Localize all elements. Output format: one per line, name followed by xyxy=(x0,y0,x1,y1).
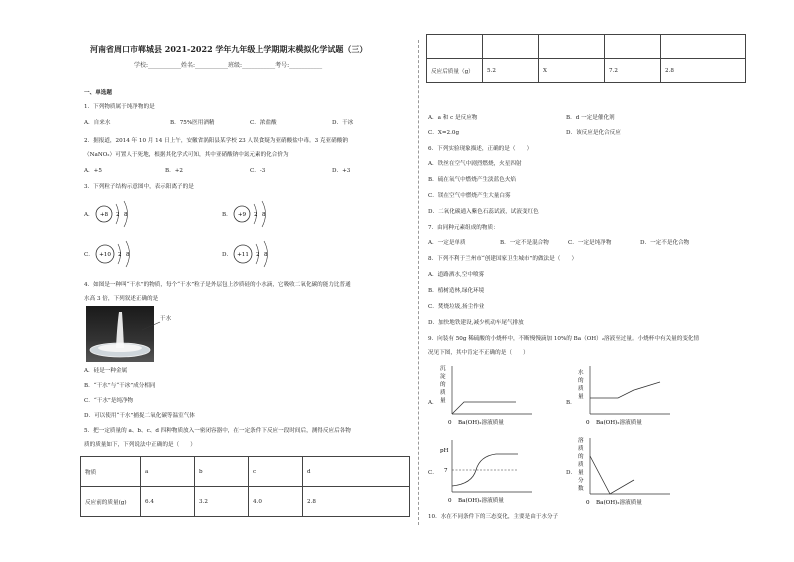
table-cell: d xyxy=(303,457,410,487)
mass-table-part2 xyxy=(426,34,746,83)
table-cell: 2.8 xyxy=(303,487,410,517)
q5-option-c: C．X=2.0g xyxy=(428,130,460,136)
q6-option-d: D．二氧化碳通入紫色石蕊试液，试液变红色 xyxy=(428,209,539,215)
graph-d-ylabel-char: 的 xyxy=(578,454,584,460)
q6-option-b: B．硫在氧气中燃烧产生淡蓝色火焰 xyxy=(428,177,517,183)
atom-diagram-d xyxy=(232,238,280,270)
q1-option-b: B．75%医用酒精 xyxy=(170,120,215,126)
atom-diagram-b xyxy=(232,198,278,230)
table-cell: X xyxy=(539,59,605,83)
q1-stem: 1．下列物质属于纯净物的是 xyxy=(84,104,155,110)
graph-c xyxy=(436,436,536,508)
atom-d-shell2: 8 xyxy=(264,252,268,258)
q3-stem: 3．下列粒子结构示意图中，表示阳离子的是 xyxy=(84,184,194,190)
q2-option-d: D．+3 xyxy=(332,168,351,174)
table-row xyxy=(81,457,410,487)
graph-c-xlabel: Ba(OH)₂溶液质量 xyxy=(458,498,504,504)
atom-diagram-a xyxy=(94,198,140,230)
graph-c-tick: 7 xyxy=(444,468,448,474)
q2-line1: 2．据报道，2014 年 10 月 14 日上午，安徽省涡阳县某学校 23 人误食疑为亚硝酸盐中毒。3 克亚硝酸钠 xyxy=(84,138,348,144)
atom-b-shell1: 2 xyxy=(254,212,258,218)
table-row xyxy=(427,59,746,83)
table-cell: 物质 xyxy=(81,457,141,487)
q2-option-c: C．-3 xyxy=(250,168,266,174)
q9-option-d: D． xyxy=(566,470,577,476)
graph-b-xlabel: Ba(OH)₂溶液质量 xyxy=(596,420,642,426)
atom-b-shell2: 8 xyxy=(262,212,266,218)
q6-stem: 6．下列实验现象描述，正确的是（ ） xyxy=(428,146,533,152)
dry-water-photo xyxy=(86,306,154,362)
atom-diagram-c xyxy=(94,238,142,270)
q7-option-b: B．一定不是混合物 xyxy=(500,240,549,246)
q7-option-c: C．一定是纯净物 xyxy=(568,240,612,246)
graph-b-ylabel-char: 的 xyxy=(578,378,584,384)
table-cell: b xyxy=(195,457,249,487)
q4-option-a: A．硅是一种金属 xyxy=(84,368,128,374)
q6-option-a: A．铁丝在空气中剧烈燃烧，火星四射 xyxy=(428,161,522,167)
graph-c-ylabel: pH xyxy=(440,448,449,454)
q4-option-b: B．“干水”与“干冰”成分相同 xyxy=(84,383,156,389)
graph-a xyxy=(436,362,536,434)
q5-option-b: B．d 一定是催化剂 xyxy=(566,115,615,121)
graph-d-curve xyxy=(590,456,634,494)
table-cell: a xyxy=(141,457,195,487)
q7-stem: 7．由同种元素组成的物质： xyxy=(428,225,499,231)
graph-b-ylabel-char: 水 xyxy=(578,370,584,376)
q5-line1: 5．把一定质量的 a、b、c、d 四种物质放入一密闭容器中，在一定条件下反应一段时间后，测得反应后各物 xyxy=(84,428,351,434)
graph-d-ylabel-char: 量 xyxy=(578,470,584,476)
q8-option-b: B．植树造林,绿化环境 xyxy=(428,288,485,294)
atom-d-nucleus: +11 xyxy=(237,252,249,258)
q10-stem: 10．水在不同条件下的三态变化，主要是由于水分子 xyxy=(428,514,559,520)
table-row xyxy=(427,35,746,59)
atom-a-shell2: 8 xyxy=(124,212,128,218)
label-pointer-line xyxy=(140,320,162,332)
graph-a-ylabel-char: 量 xyxy=(440,398,446,404)
graph-b xyxy=(574,362,674,434)
q2-option-b: B．+2 xyxy=(165,168,183,174)
q2-option-a: A．+5 xyxy=(84,168,102,174)
graph-a-origin: 0 xyxy=(448,420,452,426)
q4-option-d: D．可以使用“干水”捕捉二氧化碳等温室气体 xyxy=(84,413,195,419)
q3-option-b: B． xyxy=(222,212,232,218)
graph-d-ylabel-char: 质 xyxy=(578,446,584,452)
graph-d xyxy=(574,436,674,514)
table-cell: 2.8 xyxy=(661,59,746,83)
q9-line1: 9．向装有 50g 稀硫酸的小烧杯中，不断慢慢滴加 10%的 Ba（OH）₂溶液至过量。小烧杯中有关量的变化情 xyxy=(428,336,700,342)
atom-c-shell2: 8 xyxy=(126,252,130,258)
graph-d-ylabel-char: 溶 xyxy=(578,438,584,444)
q1-option-d: D．干冰 xyxy=(332,120,354,126)
q6-option-c: C．镁在空气中燃烧产生大量白雾 xyxy=(428,193,511,199)
graph-d-xlabel: Ba(OH)₂溶液质量 xyxy=(596,500,642,506)
graph-a-xlabel: Ba(OH)₂溶液质量 xyxy=(458,420,504,426)
q8-option-c: C．焚烧垃圾,扬尘作业 xyxy=(428,304,485,310)
graph-b-curve xyxy=(590,382,660,398)
graph-a-ylabel-char: 淀 xyxy=(440,374,446,380)
dry-water-label: 干水 xyxy=(160,316,172,322)
page-title: 河南省周口市郸城县 2021-2022 学年九年级上学期期末模拟化学试题（三） xyxy=(90,44,368,54)
graph-a-ylabel-char: 沉 xyxy=(440,366,446,372)
atom-c-nucleus: +10 xyxy=(99,252,111,258)
graph-d-ylabel-char: 质 xyxy=(578,462,584,468)
graph-b-origin: 0 xyxy=(586,420,590,426)
q7-option-d: D．一定不是化合物 xyxy=(640,240,690,246)
table-cell: 4.0 xyxy=(249,487,303,517)
atom-d-shell1: 2 xyxy=(256,252,260,258)
atom-a-shell1: 2 xyxy=(116,212,120,218)
q7-option-a: A．一定是单质 xyxy=(428,240,466,246)
table-cell: 7.2 xyxy=(605,59,661,83)
q9-option-c: C． xyxy=(428,470,438,476)
graph-d-ylabel-char: 数 xyxy=(578,486,584,492)
column-divider xyxy=(418,40,419,525)
atom-c-shell1: 2 xyxy=(118,252,122,258)
q9-option-a: A． xyxy=(428,400,438,406)
q8-option-a: A．道路洒水,空中喷雾 xyxy=(428,272,485,278)
atom-b-nucleus: +9 xyxy=(237,212,247,218)
q4-line1: 4．如图是一种叫“干水”的物质，每个“干水”粒子是外层包上沙质硅的小水滴，它吸收二氧化碳的能力比普通 xyxy=(84,282,351,288)
student-info-line: 学校:___________姓名:___________班级:___________考号:___________ xyxy=(134,62,323,69)
q4-line2: 水高 3 倍，下列叙述正确的是 xyxy=(84,296,159,302)
q3-option-a: A． xyxy=(84,212,94,218)
q5-option-a: A．a 和 c 是反应物 xyxy=(428,115,478,121)
atom-a-nucleus: +8 xyxy=(99,212,109,218)
q5-option-d: D．该反应是化合反应 xyxy=(566,130,621,136)
table-cell: 反应后质量（g） xyxy=(427,59,483,83)
graph-d-ylabel-char: 分 xyxy=(578,478,584,484)
mass-table-part1 xyxy=(80,456,410,517)
table-cell: c xyxy=(249,457,303,487)
q8-option-d: D．加快地铁建设,减少机动车尾气排放 xyxy=(428,320,524,326)
table-cell: 5.2 xyxy=(483,59,539,83)
table-cell: 反应前的质量(g) xyxy=(81,487,141,517)
q8-stem: 8．下列不利于兰州市“创建国家卫生城市”的做法是（ ） xyxy=(428,256,578,262)
graph-a-ylabel-char: 质 xyxy=(440,390,446,396)
table-cell: 3.2 xyxy=(195,487,249,517)
graph-a-ylabel-char: 的 xyxy=(440,382,446,388)
q3-option-d: D． xyxy=(222,252,233,258)
q9-option-b: B． xyxy=(566,400,576,406)
table-row xyxy=(81,487,410,517)
q9-line2: 况见下图，其中肯定不正确的是（ ） xyxy=(428,350,529,356)
q5-line2: 质的质量如下，下列说法中正确的是（ ） xyxy=(84,442,196,448)
q3-option-c: C． xyxy=(84,252,94,258)
graph-d-origin: 0 xyxy=(586,500,590,506)
graph-a-curve xyxy=(452,402,516,414)
graph-c-origin: 0 xyxy=(448,498,452,504)
graph-b-ylabel-char: 量 xyxy=(578,394,584,400)
q1-option-a: A．自来水 xyxy=(84,120,111,126)
table-cell: 6.4 xyxy=(141,487,195,517)
q2-line2: （NaNO₂）可置人于死地，根据其化学式可知，其中亚硝酸钠中氮元素的化合价为 xyxy=(84,152,289,158)
q1-option-c: C．浓盐酸 xyxy=(250,120,277,126)
graph-b-ylabel-char: 质 xyxy=(578,386,584,392)
section-heading: 一、单选题 xyxy=(84,90,112,96)
q4-option-c: C．“干水”是纯净物 xyxy=(84,398,134,404)
